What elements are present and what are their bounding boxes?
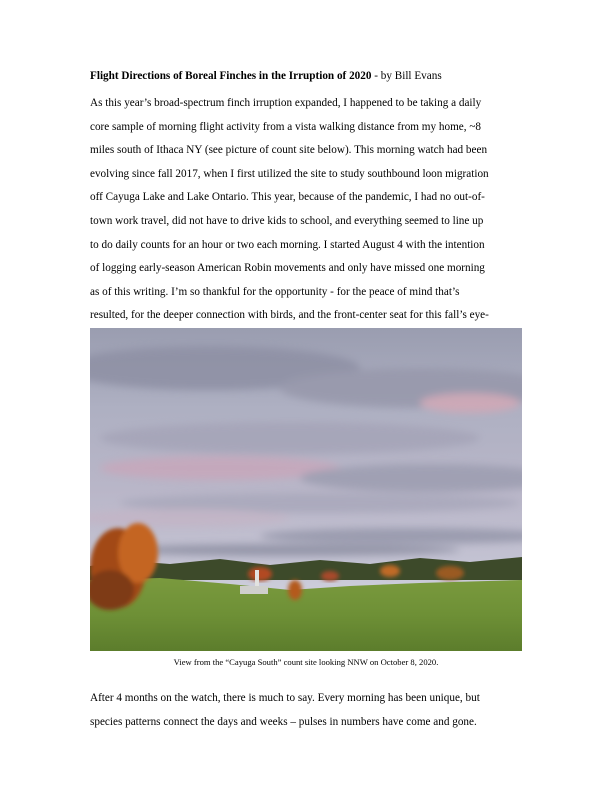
photo-caption: View from the “Cayuga South” count site looking NNW on October 8, 2020. bbox=[173, 657, 439, 667]
document-title bbox=[90, 69, 530, 83]
body-paragraph bbox=[90, 687, 530, 734]
title-bold: Flight Directions of Boreal Finches in the Irruption of 2020 bbox=[90, 70, 372, 82]
text-line: town work travel, did not have to drive kids to school, and everything seemed to line up bbox=[90, 214, 484, 227]
text-line: off Cayuga Lake and Lake Ontario. This year, because of the pandemic, I had no out-of- bbox=[90, 191, 485, 204]
text-line: as of this writing. I’m so thankful for the opportunity - for the peace of mind that’s bbox=[90, 285, 460, 298]
text-line: species patterns connect the days and weeks – pulses in numbers have come and gone. bbox=[90, 715, 477, 728]
text-line: of logging early-season American Robin movements and only have missed one morning bbox=[90, 262, 485, 275]
text-line: After 4 months on the watch, there is much to say. Every morning has been unique, but bbox=[90, 692, 480, 704]
text-line: miles south of Ithaca NY (see picture of count site below). This morning watch had been bbox=[90, 144, 488, 157]
text-line: evolving since fall 2017, when I first utilized the site to study southbound loon migration bbox=[90, 167, 489, 180]
title-byline: - by Bill Evans bbox=[371, 70, 442, 82]
text-line: resulted, for the deeper connection with birds, and the front-center seat for this fall’s eye- bbox=[90, 309, 489, 322]
text-line: As this year’s broad-spectrum finch irruption expanded, I happened to be taking a daily bbox=[90, 97, 482, 109]
text-line: to do daily counts for an hour or two each morning. I started August 4 with the intention bbox=[90, 238, 485, 251]
text-line: core sample of morning flight activity from a vista walking distance from my home, ~8 bbox=[90, 120, 481, 133]
count-site-photo bbox=[90, 328, 522, 651]
intro-paragraph bbox=[90, 92, 530, 352]
